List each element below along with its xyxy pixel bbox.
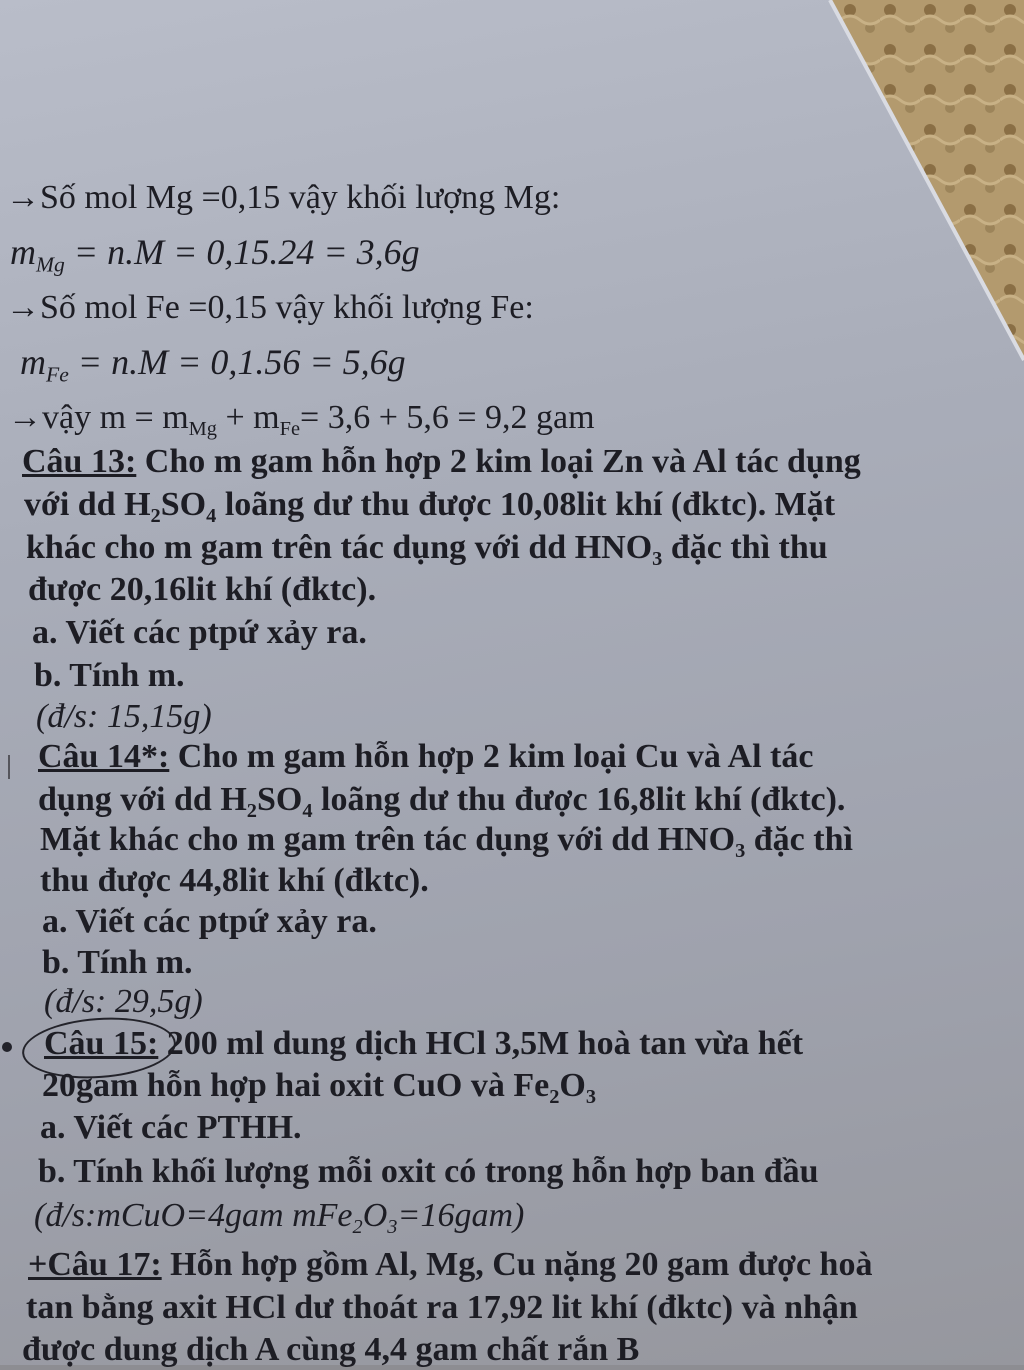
question-13-part-b: b. Tính m.	[34, 657, 185, 694]
question-13-line-1: Câu 13: Cho m gam hỗn hợp 2 kim loại Zn và Al tác dụng	[22, 443, 861, 480]
question-13-line-2: với dd $H_2SO_4$ loãng dư thu được 10,08lit khí (đktc). Mặt	[24, 486, 836, 528]
question-14-line-1: Câu 14*: Cho m gam hỗn hợp 2 kim loại Cu và Al tác	[38, 738, 814, 775]
pen-mark-edge	[0, 755, 10, 779]
question-17-line-2: tan bằng axit HCl dư thoát ra 17,92 lit khí (đktc) và nhận	[26, 1289, 858, 1326]
question-14-part-a: a. Viết các ptpứ xảy ra.	[42, 903, 377, 940]
question-14-line-3: Mặt khác cho m gam trên tác dụng với dd $HNO_3$ đặc thì	[40, 821, 853, 863]
question-13-part-a: a. Viết các ptpứ xảy ra.	[32, 614, 367, 651]
question-13-line-3: khác cho m gam trên tác dụng với dd $HNO_3$ đặc thì thu	[26, 529, 828, 571]
question-13-line-4: được 20,16lit khí (đktc).	[28, 571, 377, 608]
text-line-mol-mg: →Số mol Mg =0,15 vậy khối lượng Mg:	[6, 179, 561, 216]
question-15-label: Câu 15:	[44, 1025, 159, 1062]
question-15-part-a: a. Viết các PTHH.	[40, 1109, 302, 1146]
question-17-line-1: +Câu 17: Hỗn hợp gồm Al, Mg, Cu nặng 20 gam được hoà	[28, 1246, 873, 1283]
question-17-line-3: được dung dịch A cùng 4,4 gam chất rắn B	[22, 1331, 640, 1368]
question-17-label: +Câu 17:	[28, 1246, 162, 1283]
question-15-answer: (đ/s:mCuO=4gam $mFe_2O_3=16gam$)	[34, 1197, 525, 1239]
question-13-answer: (đ/s: 15,15g)	[36, 698, 212, 735]
question-14-line-2: dụng với dd $H_2SO_4$ loãng dư thu được 16,8lit khí (đktc).	[38, 781, 846, 823]
question-14-answer: (đ/s: 29,5g)	[44, 983, 203, 1020]
pen-dot-mark	[2, 1042, 12, 1052]
text-line-mol-fe: →Số mol Fe =0,15 vậy khối lượng Fe:	[6, 289, 534, 326]
question-14-part-b: b. Tính m.	[42, 944, 193, 981]
formula-mass-fe: $m_{Fe} = n.M = 0,1.56 = 5,6g$	[20, 342, 406, 387]
formula-mass-mg: $m_{Mg} = n.M = 0,15.24 = 3,6g$	[10, 232, 420, 277]
question-15-line-2: 20gam hỗn hợp hai oxit CuO và $Fe_2O_3$	[42, 1067, 597, 1109]
question-14-line-4: thu được 44,8lit khí (đktc).	[40, 862, 429, 899]
question-15-line-1: Câu 15: 200 ml dung dịch HCl 3,5M hoà tan vừa hết	[44, 1025, 804, 1062]
text-line-total-mass: →vậy $m = m_{Mg} + m_{Fe}= 3,6 + 5,6 = 9,2$ gam	[8, 399, 595, 441]
question-13-label: Câu 13:	[22, 443, 137, 480]
question-15-part-b: b. Tính khối lượng mỗi oxit có trong hỗn hợp ban đầu	[38, 1153, 819, 1190]
question-14-label: Câu 14*:	[38, 738, 170, 775]
